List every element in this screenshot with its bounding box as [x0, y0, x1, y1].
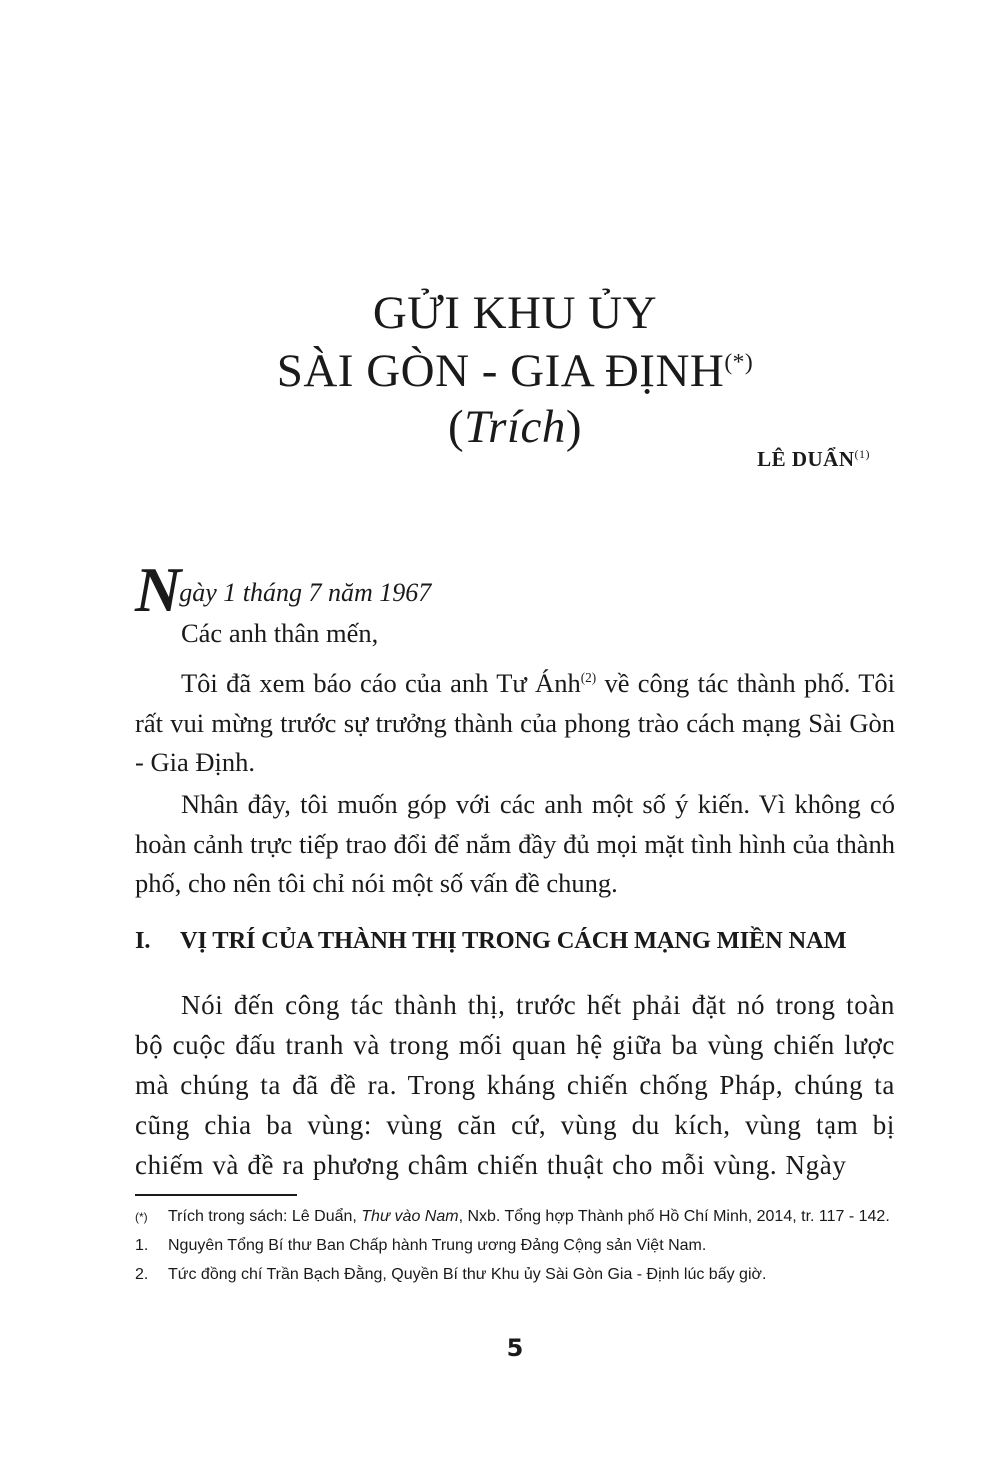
letter-dateline: [135, 554, 432, 625]
section-title: VỊ TRÍ CỦA THÀNH THỊ TRONG CÁCH MẠNG MIỀN NAM: [180, 927, 847, 954]
drop-cap: N: [135, 554, 180, 625]
footnote-star-mark: (*): [135, 1210, 148, 1224]
footnote-2-mark: 2.: [135, 1266, 149, 1283]
footnote-divider: [135, 1194, 297, 1196]
subtitle-text: Trích: [464, 401, 566, 453]
footnote-star-text: [168, 1205, 895, 1229]
title-line-1: GỬI KHU ỦY: [372, 287, 658, 339]
title-line-2: [135, 344, 895, 399]
title-line-2-text: SÀI GÒN - GIA ĐỊNH: [276, 345, 725, 397]
footnote-star-book-title: Thư vào Nam: [361, 1208, 459, 1225]
paragraph-2: Nhân đây, tôi muốn góp với các anh một số ý kiến. Vì không có hoàn cảnh trực tiếp trao đổi để nắm đầy đủ mọi mặt tình hình của thành phố, cho nên tôi chỉ nói một số vấn đề chung.: [135, 789, 895, 898]
footnotes: [135, 1205, 895, 1292]
page-number: 5: [506, 1334, 524, 1362]
footnote-star-text-a: Trích trong sách: Lê Duẩn,: [168, 1208, 362, 1225]
footnote-1: [135, 1234, 895, 1258]
author-name: LÊ DUẨN: [757, 447, 855, 471]
footnote-star: [135, 1205, 895, 1229]
title-footnote-ref: (*): [724, 349, 754, 376]
footnote-2: [135, 1263, 895, 1287]
section-paragraph: Nói đến công tác thành thị, trước hết phải đặt nó trong toàn bộ cuộc đấu tranh và trong mối quan hệ giữa ba vùng chiến lược mà chúng ta đã đề ra. Trong kháng chiến chống Pháp, chúng ta cũng chia ba vùng: vùng căn cứ, vùng du kích, vùng tạm bị chiếm và đề ra phương châm chiến thuật cho mỗi vùng. Ngày: [135, 990, 895, 1180]
paragraph-1-text-a: Tôi đã xem báo cáo của anh Tư Ánh: [181, 668, 581, 698]
subtitle-close-paren: ): [565, 401, 583, 453]
footnote-1-mark: 1.: [135, 1237, 149, 1254]
author-byline: [757, 447, 870, 472]
paragraph-1: [135, 664, 895, 783]
paragraph-1-footnote-ref: (2): [580, 670, 597, 686]
footnote-star-text-b: , Nxb. Tổng hợp Thành phố Hồ Chí Minh, 2014, tr. 117 - 142.: [458, 1208, 890, 1225]
subtitle-open-paren: (: [447, 401, 465, 453]
section-number: I.: [135, 927, 151, 954]
paragraph-1-text-b: về công tác thành phố. Tôi rất vui mừng trước sự trưởng thành của phong trào cách mạng Sài Gòn - Gia Định.: [135, 668, 895, 777]
author-footnote-ref: (1): [854, 447, 870, 461]
footnote-1-text: Nguyên Tổng Bí thư Ban Chấp hành Trung ương Đảng Cộng sản Việt Nam.: [168, 1237, 707, 1254]
letter-salutation: Các anh thân mến,: [181, 618, 379, 648]
footnote-2-text: Tức đồng chí Trần Bạch Đằng, Quyền Bí thư Khu ủy Sài Gòn Gia - Định lúc bấy giờ.: [168, 1266, 767, 1283]
dateline-text: gày 1 tháng 7 năm 1967: [179, 578, 432, 607]
section-heading: [135, 927, 895, 955]
